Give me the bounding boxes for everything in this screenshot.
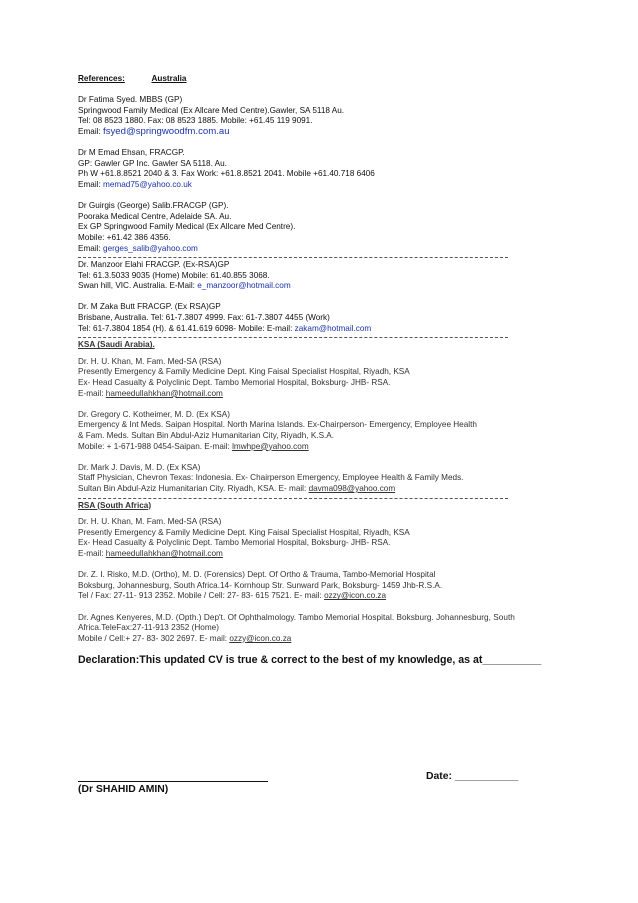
email-link[interactable]: lmwhpe@yahoo.com [232,441,309,451]
contact-text: Tel: 61-7.3804 1854 (H). & 61.41.619 6098- Mobile: E-mail: [78,323,293,333]
signature-blank [78,771,268,782]
email-link[interactable]: davma098@yahoo.com [308,483,396,493]
section-divider [78,498,508,499]
reference-line: Africa.TeleFax:27-11-913 2352 (Home) [78,623,219,633]
reference-line: Emergency & Int Meds. Saipan Hospital. North Marina Islands. Ex-Chairperson- Emergency, Employee Health [78,420,477,430]
reference-line: Brisbane, Australia. Tel: 61-7.3807 4999. Fax: 61-7.3807 4455 (Work) [78,313,330,323]
reference-entry [78,95,563,137]
signature-line [78,771,268,782]
email-row [78,484,563,495]
reference-line: Dr M Emad Ehsan, FRACGP. [78,148,185,158]
email-link[interactable]: e_manzoor@hotmail.com [197,281,291,291]
email-label: Email: [78,126,101,136]
signatory-name: (Dr SHAHID AMIN) [78,784,169,795]
contact-text: E-mail: [78,388,104,398]
section-divider [78,257,508,258]
reference-line: & Fam. Meds. Sultan Bin Abdul-Aziz Humanitarian City, Riyadh, K.S.A. [78,431,335,440]
email-row [78,442,563,453]
reference-entry [78,517,563,559]
reference-line: Dr. Mark J. Davis, M. D. (Ex KSA) [78,462,201,472]
contact-text: Tel / Fax: 27-11- 913 2352. Mobile / Cell: 27- 83- 615 7521. E- mail: [78,591,322,601]
reference-entry [78,613,563,645]
reference-line: Dr. H. U. Khan, M. Fam. Med-SA (RSA) [78,517,222,527]
reference-line: Springwood Family Medical (Ex Allcare Med Centre).Gawler, SA 5118 Au. [78,105,345,115]
email-link[interactable]: zakam@hotmail.com [294,323,372,333]
email-link[interactable]: fsyed@springwoodfm.com.au [103,125,230,137]
email-link[interactable]: memad75@yahoo.co.uk [103,179,192,189]
reference-line: Ex- Head Casualty & Polyclinic Dept. Tambo Memorial Hospital, Boksburg- JHB- RSA. [78,538,391,548]
reference-line: Presently Emergency & Family Medicine Dept. King Faisal Specialist Hospital, Riyadh, KSA [78,367,410,377]
reference-line: Ex GP Springwood Family Medical (Ex Allcare Med Centre). [78,222,296,232]
references-page [78,74,563,666]
reference-line: Presently Emergency & Family Medicine Dept. King Faisal Specialist Hospital, Riyadh, KSA [78,527,410,537]
references-label: References: [78,74,125,83]
reference-entry [78,410,563,452]
rsa-heading: RSA (South Africa) [78,500,152,510]
reference-line: Ex- Head Casualty & Polyclinic Dept. Tambo Memorial Hospital, Boksburg- JHB- RSA. [78,378,391,388]
reference-line: Tel: 61.3.5033 9035 (Home) Mobile: 61.40.855 3068. [78,270,270,280]
email-row [78,634,563,645]
email-row [78,127,563,138]
reference-line: Dr. Gregory C. Kotheimer, M. D. (Ex KSA) [78,409,230,419]
email-row [78,244,563,255]
email-row [78,591,563,602]
reference-line: Ph W +61.8.8521 2040 & 3. Fax Work: +61.8.8521 2041. Mobile +61.40.718 6406 [78,169,375,179]
references-heading [78,74,563,85]
email-row [78,549,563,560]
contact-text: E-mail: [78,548,104,558]
email-link[interactable]: hameedullahkhan@hotmail.com [105,388,223,398]
email-link[interactable]: hameedullahkhan@hotmail.com [105,548,223,558]
reference-line: Staff Physician, Chevron Texas: Indonesia. Ex- Chairperson Emergency, Employee Health & Family Meds. [78,473,464,483]
email-row [78,389,563,400]
country-australia-label: Australia [151,74,187,83]
section-divider [78,337,508,338]
contact-text: Mobile: + 1-671-988 0454-Saipan. E-mail: [78,441,230,451]
reference-entry [78,201,563,254]
reference-entry [78,463,563,495]
reference-line: Dr. Z. I. Risko, M.D. (Ortho), M. D. (Forensics) Dept. Of Ortho & Trauma, Tambo-Memorial Hospital [78,570,436,580]
email-label: Email: [78,243,101,253]
ksa-heading: KSA (Saudi Arabia). [78,340,155,350]
contact-text: Sultan Bin Abdul-Aziz Humanitarian City. Riyadh, KSA. E- mail: [78,483,307,493]
reference-line: Boksburg, Johannesburg, South Africa.14- Kornhoup Str. Sunward Park, Boksburg- 1459 Jhb-R.S.A. [78,580,443,590]
reference-line: GP: Gawler GP Inc. Gawler SA 5118. Au. [78,158,227,168]
reference-line: Dr Guirgis (George) Salib.FRACGP (GP). [78,201,229,211]
declaration-statement: Declaration:This updated CV is true & correct to the best of my knowledge, as at__________ [78,654,542,667]
reference-entry [78,302,563,334]
reference-entry [78,148,563,190]
email-row [78,324,563,335]
reference-line: Dr. Agnes Kenyeres, M.D. (Opth.) Dep't. Of Ophthalmology. Tambo Memorial Hospital. Boksburg. Johannesburg, South [78,612,515,622]
date-field: Date: ___________ [426,771,519,782]
email-label: Email: [78,179,101,189]
reference-entry [78,260,563,292]
contact-text: Mobile / Cell:+ 27- 83- 302 2697. E- mail: [78,633,228,643]
reference-line: Dr Fatima Syed. MBBS (GP) [78,95,183,105]
reference-line: Tel: 08 8523 1880. Fax: 08 8523 1885. Mobile: +61.45 119 9091. [78,116,313,126]
reference-line: Dr. M Zaka Butt FRACGP. (Ex RSA)GP [78,302,221,312]
email-link[interactable]: gerges_salib@yahoo.com [103,243,198,253]
reference-line: Dr. H. U. Khan, M. Fam. Med-SA (RSA) [78,356,222,366]
contact-text: Swan hill, VIC. Australia. E-Mail: [78,281,195,291]
email-link[interactable]: ozzy@icon.co.za [324,591,387,601]
email-row [78,281,563,292]
reference-entry [78,357,563,399]
email-link[interactable]: ozzy@icon.co.za [229,633,292,643]
reference-line: Mobile: +61.42 386 4356. [78,232,171,242]
reference-entry [78,570,563,602]
email-row [78,180,563,191]
reference-line: Pooraka Medical Centre, Adelaide SA. Au. [78,211,232,221]
reference-line: Dr. Manzoor Elahi FRACGP. (Ex-RSA)GP [78,260,230,270]
